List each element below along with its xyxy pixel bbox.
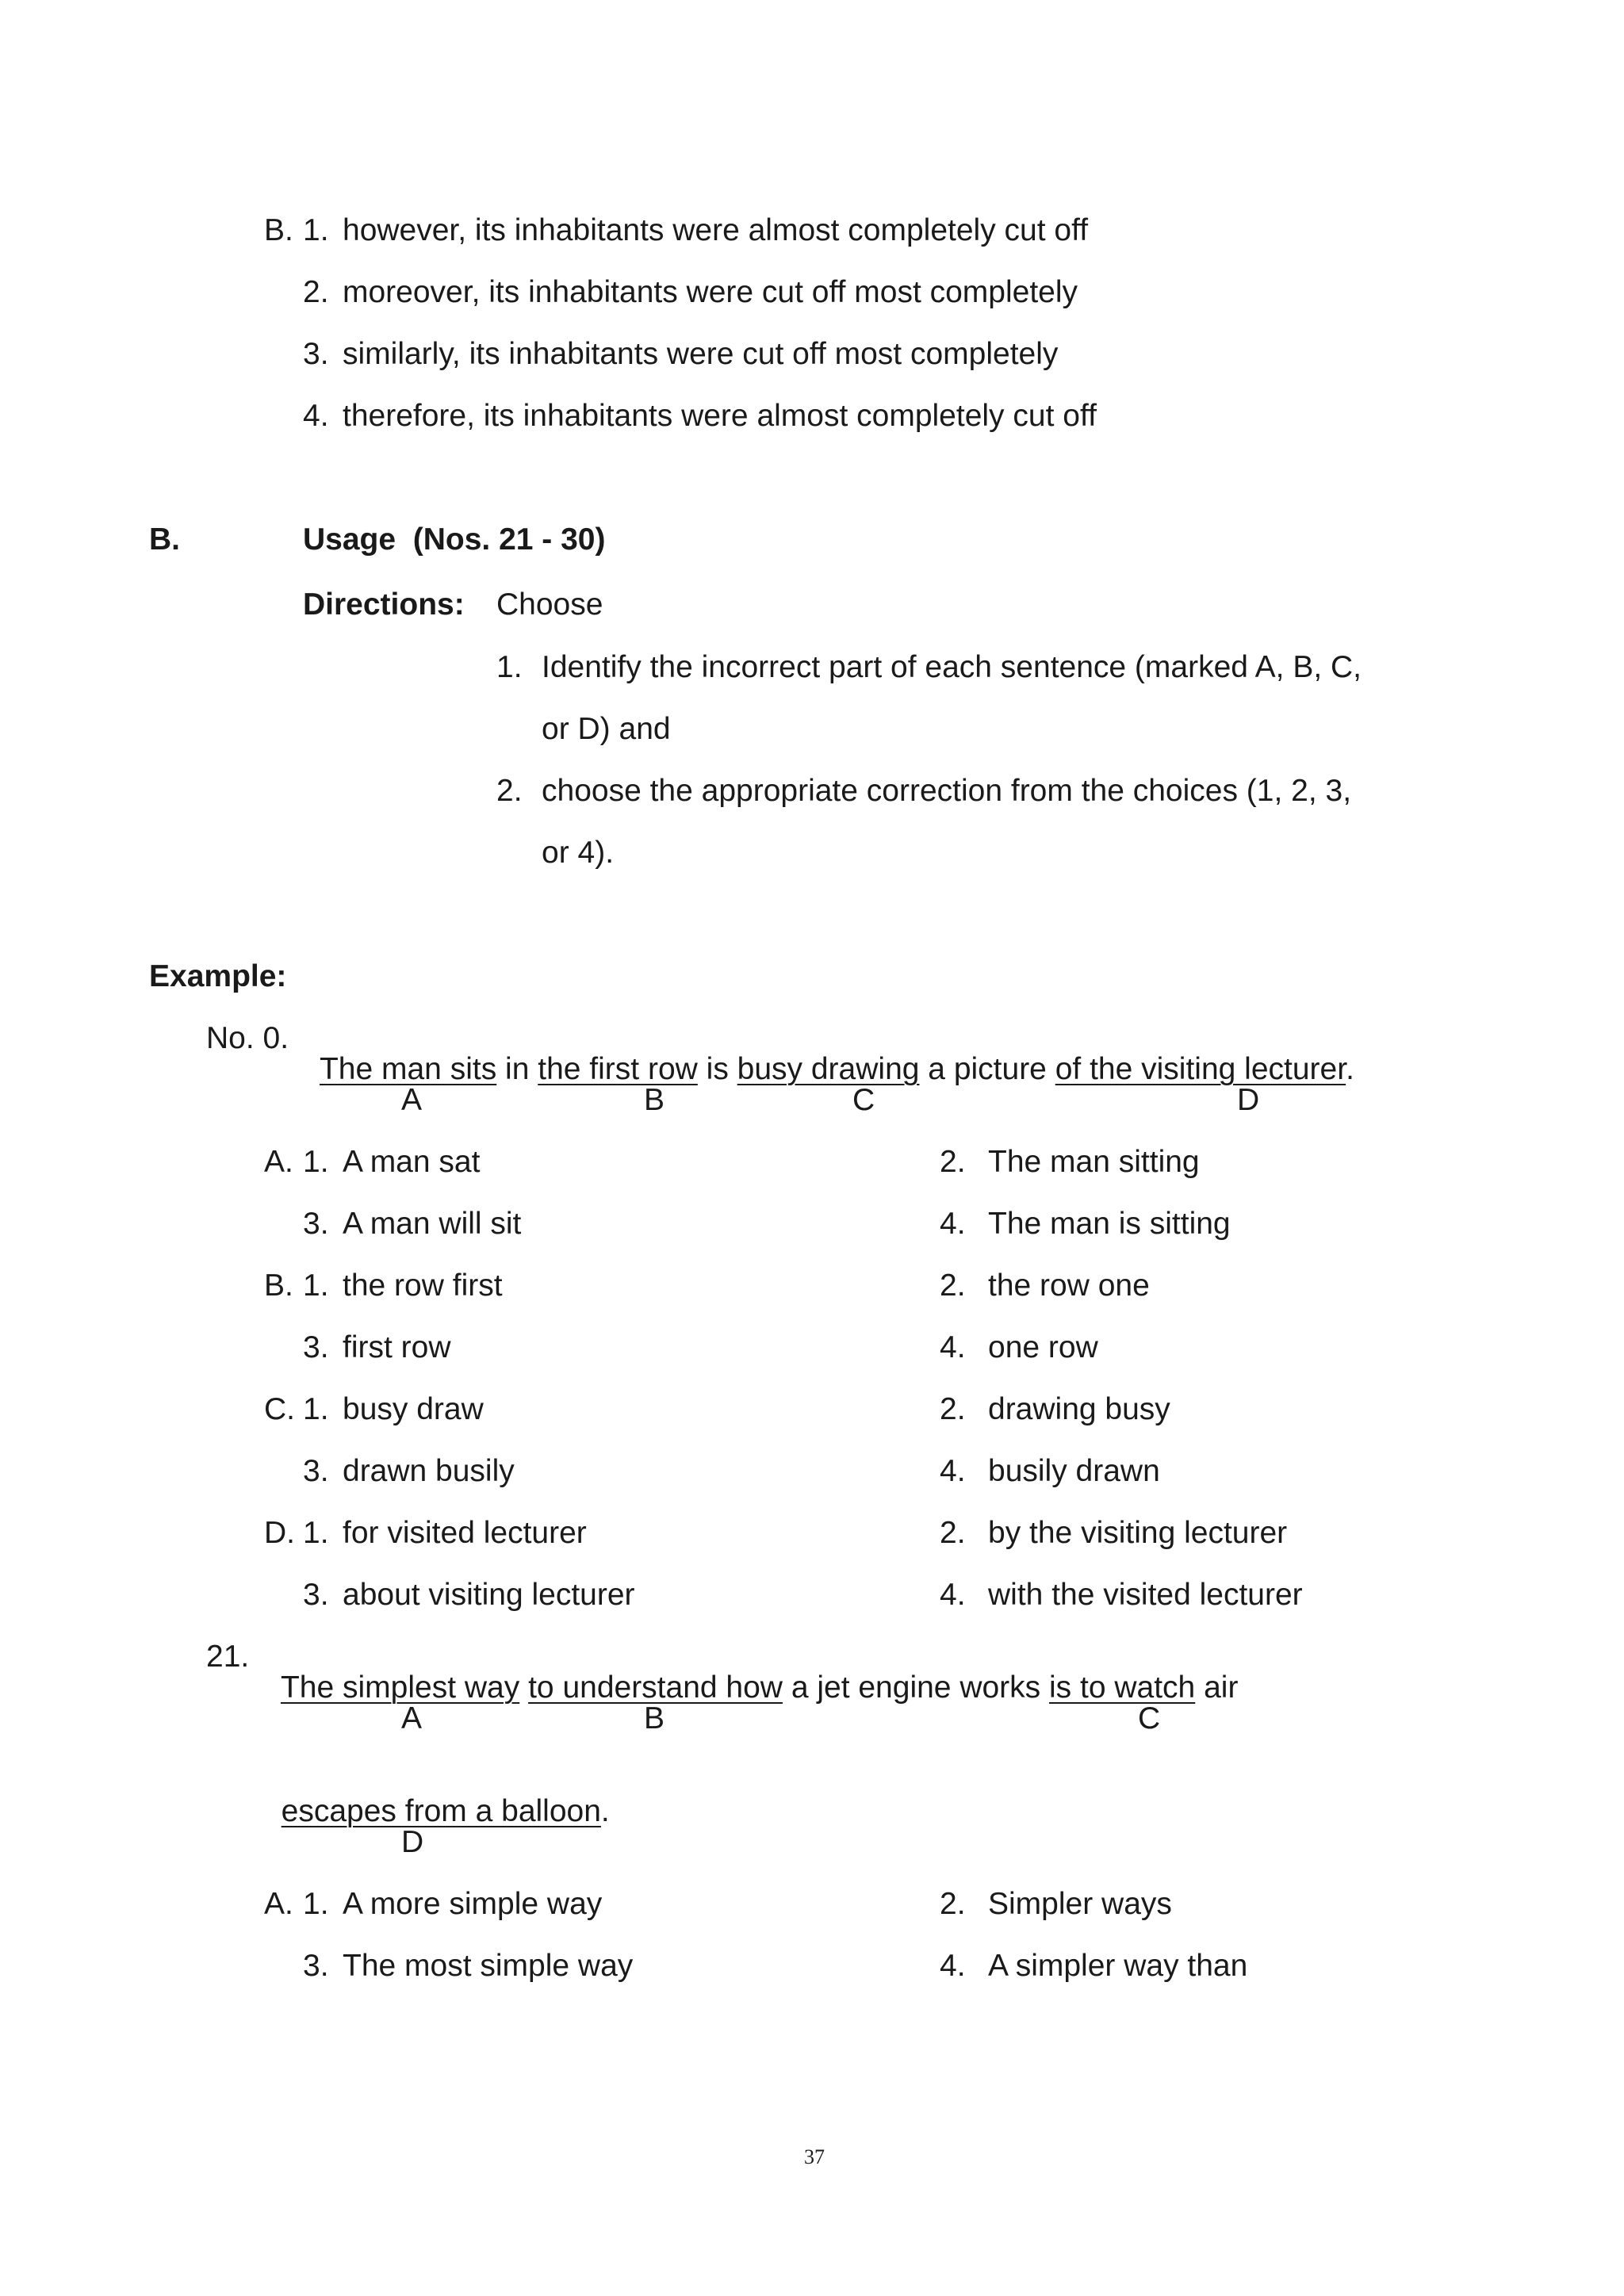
prev-option-b-letter: B.	[264, 213, 293, 247]
example-part-a: The man sits	[319, 1052, 497, 1086]
example-option-b1-text: the row first	[343, 1269, 503, 1303]
example-option-c4-num: 4.	[940, 1454, 966, 1488]
direction-step-1-line2: or D) and	[542, 712, 671, 746]
example-option-c4-text: busily drawn	[988, 1454, 1160, 1488]
example-sentence	[303, 1023, 1354, 1085]
example-option-b3-text: first row	[343, 1330, 451, 1364]
example-option-c2-text: drawing busy	[988, 1392, 1170, 1426]
example-part-d: of the visiting lecturer	[1055, 1052, 1346, 1086]
q21-marker-c: C	[1138, 1701, 1161, 1735]
direction-step-1-line1: Identify the incorrect part of each sentence (marked A, B, C,	[542, 650, 1362, 684]
example-option-d3-text: about visiting lecturer	[343, 1578, 635, 1612]
example-option-d2-text: by the visiting lecturer	[988, 1516, 1288, 1550]
prev-option-b4-text: therefore, its inhabitants were almost completely cut off	[343, 399, 1097, 433]
example-label: No. 0.	[206, 1021, 289, 1055]
page-number: 37	[804, 2145, 825, 2168]
q21-option-a1-num: 1.	[303, 1887, 329, 1921]
q21-connector: a jet engine works	[782, 1670, 1049, 1705]
example-option-a2-num: 2.	[940, 1145, 966, 1179]
example-option-c1-num: 1.	[303, 1392, 329, 1426]
direction-step-2-line1: choose the appropriate correction from the choices (1, 2, 3,	[542, 774, 1352, 808]
example-option-b2-text: the row one	[988, 1269, 1150, 1303]
q21-part-a: The simplest way	[280, 1670, 520, 1705]
example-option-d4-num: 4.	[940, 1578, 966, 1612]
q21-option-a3-num: 3.	[303, 1949, 329, 1983]
q21-option-a2-text: Simpler ways	[988, 1887, 1172, 1921]
example-connector: in	[496, 1052, 538, 1086]
q21-connector	[519, 1670, 528, 1705]
prev-option-b3-text: similarly, its inhabitants were cut off most completely	[343, 337, 1059, 371]
q21-part-d: escapes from a balloon	[281, 1794, 601, 1828]
example-option-d1-num: 1.	[303, 1516, 329, 1550]
example-option-c1-text: busy draw	[343, 1392, 484, 1426]
example-marker-b: B	[644, 1083, 665, 1117]
example-period: .	[1346, 1052, 1354, 1086]
example-heading: Example:	[149, 959, 287, 993]
prev-option-b2-num: 2.	[303, 275, 329, 309]
example-option-c3-text: drawn busily	[343, 1454, 515, 1488]
example-marker-a: A	[401, 1083, 423, 1117]
example-option-a2-text: The man sitting	[988, 1145, 1200, 1179]
q21-option-a1-text: A more simple way	[343, 1887, 603, 1921]
example-option-b1-num: 1.	[303, 1269, 329, 1303]
section-title: Usage (Nos. 21 - 30)	[303, 522, 606, 557]
example-part-c: busy drawing	[737, 1052, 920, 1086]
prev-option-b2-text: moreover, its inhabitants were cut off most completely	[343, 275, 1078, 309]
example-option-d1-text: for visited lecturer	[343, 1516, 587, 1550]
example-part-b: the first row	[538, 1052, 698, 1086]
section-letter: B.	[149, 522, 180, 557]
example-option-b-letter: B.	[264, 1269, 293, 1303]
q21-part-b: to understand how	[528, 1670, 783, 1705]
example-marker-c: C	[852, 1083, 875, 1117]
example-option-b3-num: 3.	[303, 1330, 329, 1364]
example-option-a-letter: A.	[264, 1145, 293, 1179]
q21-marker-a: A	[401, 1701, 423, 1735]
example-connector: a picture	[919, 1052, 1055, 1086]
example-marker-d: D	[1237, 1083, 1260, 1117]
direction-step-2-num: 2.	[496, 774, 523, 808]
q21-period: .	[600, 1794, 610, 1828]
q21-option-a4-text: A simpler way than	[988, 1949, 1248, 1983]
example-option-d3-num: 3.	[303, 1578, 329, 1612]
prev-option-b3-num: 3.	[303, 337, 329, 371]
example-option-a3-num: 3.	[303, 1207, 329, 1241]
example-option-a1-text: A man sat	[343, 1145, 481, 1179]
q21-option-a2-num: 2.	[940, 1887, 966, 1921]
direction-step-2-line2: or 4).	[542, 836, 615, 870]
direction-step-1-num: 1.	[496, 650, 523, 684]
example-option-d-letter: D.	[264, 1516, 295, 1550]
example-option-d2-num: 2.	[940, 1516, 966, 1550]
example-option-a4-num: 4.	[940, 1207, 966, 1241]
q21-marker-d: D	[401, 1825, 424, 1859]
q21-option-a4-num: 4.	[940, 1949, 966, 1983]
directions-label: Directions:	[303, 587, 465, 622]
example-option-a4-text: The man is sitting	[988, 1207, 1231, 1241]
example-option-b4-text: one row	[988, 1330, 1098, 1364]
example-option-b4-num: 4.	[940, 1330, 966, 1364]
example-option-a1-num: 1.	[303, 1145, 329, 1179]
q21-marker-b: B	[644, 1701, 665, 1735]
example-option-c2-num: 2.	[940, 1392, 966, 1426]
q21-sentence-line2	[264, 1765, 610, 1827]
directions-lead: Choose	[496, 587, 603, 622]
example-option-c-letter: C.	[264, 1392, 295, 1426]
q21-option-a-letter: A.	[264, 1887, 293, 1921]
q21-sentence-line1	[264, 1641, 1238, 1703]
prev-option-b4-num: 4.	[303, 399, 329, 433]
example-option-a3-text: A man will sit	[343, 1207, 522, 1241]
q21-connector: air	[1195, 1670, 1239, 1705]
q21-part-c: is to watch	[1049, 1670, 1196, 1705]
example-option-b2-num: 2.	[940, 1269, 966, 1303]
example-connector: is	[697, 1052, 737, 1086]
prev-option-b1-text: however, its inhabitants were almost completely cut off	[343, 213, 1089, 247]
prev-option-b1-num: 1.	[303, 213, 329, 247]
q21-option-a3-text: The most simple way	[343, 1949, 634, 1983]
example-option-d4-text: with the visited lecturer	[988, 1578, 1303, 1612]
example-option-c3-num: 3.	[303, 1454, 329, 1488]
q21-number: 21.	[206, 1640, 250, 1674]
